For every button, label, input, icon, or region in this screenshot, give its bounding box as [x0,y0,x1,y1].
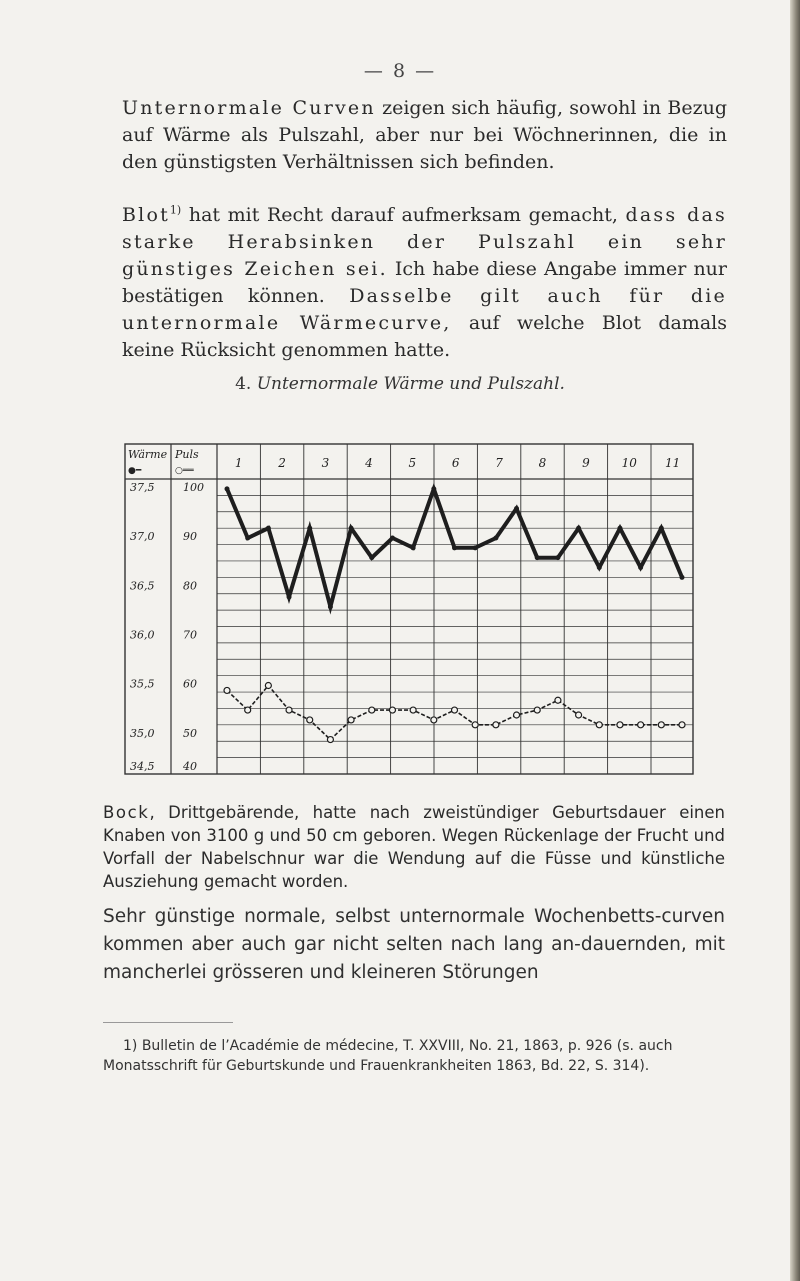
temperature-point [431,486,436,491]
pulse-point [369,707,375,713]
pulse-point [534,707,540,713]
paragraph-unternormale-curven [122,95,727,176]
pulse-point [410,707,416,713]
figure-number: 4. [235,374,252,394]
temperature-point [680,575,685,580]
pulse-point [286,707,292,713]
pulse-point [658,722,664,728]
pulse-point [679,722,685,728]
pulse-point [389,707,395,713]
day-label: 9 [582,456,590,470]
pulse-point [224,687,230,693]
paragraph-text: hat mit Recht darauf aufmerksam gemacht, [181,204,626,226]
emphasis-text: Dasselbe gilt auch für die unternormale Wärmecurve, [122,285,727,334]
temperature-point [245,536,250,541]
day-label: 2 [278,456,286,470]
day-label: 8 [538,456,547,470]
temperature-point [514,506,519,511]
pulse-point [493,722,499,728]
pulse-header-label: Puls [175,448,199,461]
temp-axis-label: 35,0 [130,726,155,740]
pulse-point [555,697,561,703]
fever-pulse-chart [124,443,696,776]
footnote-mark[interactable]: 1) [169,203,182,217]
temperature-point [638,565,643,570]
pulse-point [472,722,478,728]
pulse-point [514,712,520,718]
temp-axis-label: 37,5 [130,481,155,494]
pulse-axis-label: 40 [183,760,197,773]
pulse-legend-mark: ○══ [175,466,194,476]
temperature-point [493,536,498,541]
author-name: Blot [122,204,170,226]
pulse-point [245,707,251,713]
day-label: 6 [451,456,460,470]
pulse-axis-label: 100 [183,481,204,494]
pulse-point [576,712,582,718]
day-label: 5 [408,456,417,470]
temperature-point [576,526,581,531]
temperature-point [473,545,478,550]
paragraph-wochenbettscurven: Sehr günstige normale, selbst unternormale Wochenbetts-curven kommen aber auch gar nicht selten nach lang an-dauernden, mit mancherlei grösseren und kleineren Störungen [103,906,725,983]
day-label: 4 [365,456,373,470]
page-edge [790,0,800,1281]
patient-name: Bock [103,803,150,822]
footnote: 1) Bulletin de l’Académie de médecine, T. XXVIII, No. 21, 1863, p. 926 (s. auch Monatsschrift für Geburtskunde und Frauenkrankheiten 1863, Bd. 22, S. 314). [103,1038,673,1074]
paragraph-text: auf welche Blot damals keine Rücksicht genommen hatte. [122,312,727,361]
temperature-point [266,526,271,531]
pulse-axis-label: 90 [183,530,197,544]
paragraph-case-bock [103,801,725,893]
emphasis-text: Unternormale Curven [122,97,376,119]
emphasis-text: dass das starke Herabsinken der Pulszahl ein sehr günstiges Zeichen sei. [122,204,727,280]
pulse-axis-label: 60 [183,677,197,691]
pulse-point [596,722,602,728]
temp-header-label: Wärme [128,448,168,461]
pulse-point [452,707,458,713]
figure-title: Unternormale Wärme und Pulszahl. [256,374,565,394]
paragraph-text: zeigen sich häufig, sowohl in Bezug auf Wärme als Pulszahl, aber nur bei Wöchnerinnen, die in den günstigsten Verhältnissen sich befinden. [122,97,727,173]
temperature-point [452,545,457,550]
temperature-point [369,555,374,560]
pulse-point [431,717,437,723]
temperature-point [390,536,395,541]
day-label: 11 [665,456,681,470]
figure-caption [0,374,800,394]
temp-axis-label: 35,5 [130,677,155,691]
page-number: — 8 — [363,60,437,82]
pulse-point [348,717,354,723]
pulse-point [265,683,271,689]
temperature-point [617,526,622,531]
pulse-point [638,722,644,728]
footnote-rule [103,1022,233,1023]
pulse-point [307,717,313,723]
temp-axis-label: 34,5 [130,760,155,773]
pulse-axis-label: 70 [183,628,197,642]
day-label: 3 [321,456,330,470]
pulse-axis-label: 80 [183,579,197,593]
temperature-point [328,604,333,609]
temperature-point [287,595,292,600]
temp-axis-label: 36,0 [130,628,155,642]
temperature-point [225,486,230,491]
temperature-point [597,565,602,570]
day-label: 7 [495,456,503,470]
temp-axis-label: 37,0 [130,530,155,544]
paragraph-text: Ich habe diese Angabe immer nur bestätigen können. [122,258,728,307]
paragraph-text: , Drittgebärende, hatte nach zweistündiger Geburtsdauer einen Knaben von 3100 g und 50 cm geboren. Wegen Rückenlage der Frucht und Vorfall der Nabelschnur war die Wendung auf die Füsse und künstliche Ausziehung gemacht worden. [103,803,725,891]
temperature-point [555,555,560,560]
pulse-point [617,722,623,728]
temperature-point [411,545,416,550]
temp-legend-mark: ●━ [128,466,142,476]
temperature-point [349,526,354,531]
temperature-point [659,526,664,531]
day-label: 10 [621,456,637,470]
temperature-point [307,526,312,531]
pulse-point [327,737,333,743]
temp-axis-label: 36,5 [130,579,155,593]
temperature-point [535,555,540,560]
paragraph-blot [122,202,727,364]
day-label: 1 [234,456,243,470]
pulse-axis-label: 50 [183,726,197,740]
